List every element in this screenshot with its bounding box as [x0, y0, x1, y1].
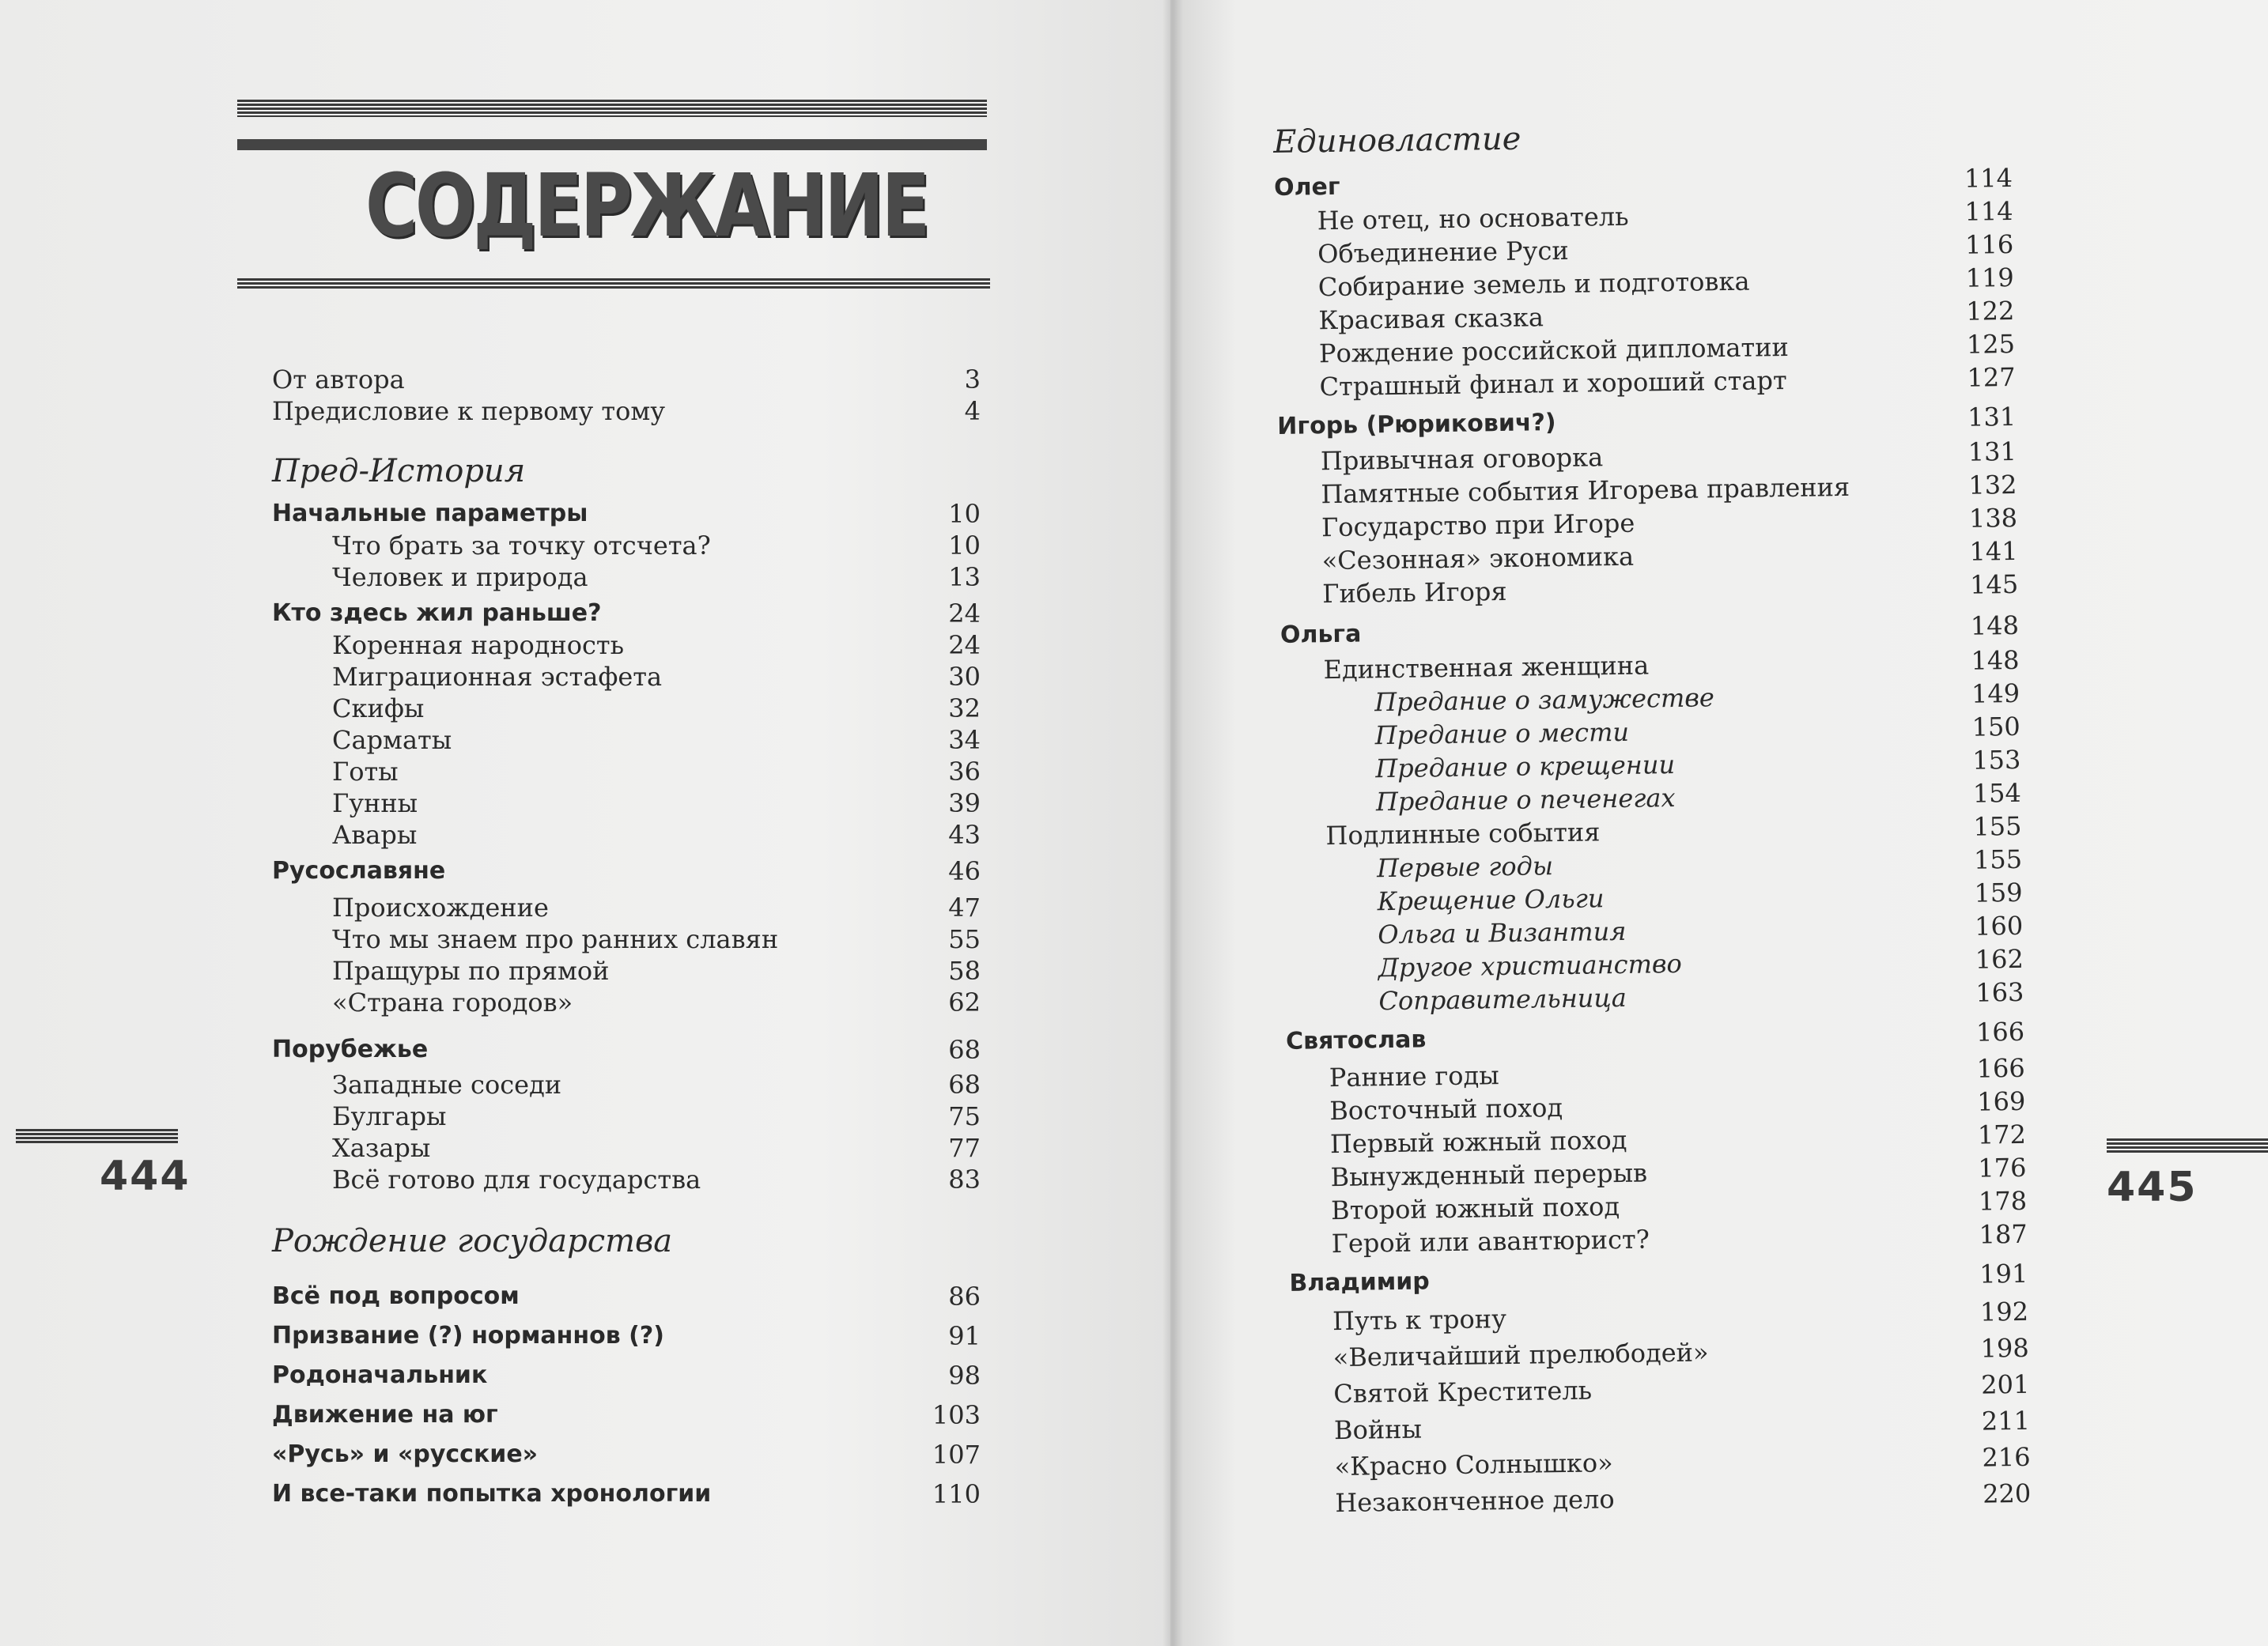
toc-entry-title: «Величайший прелюбодей»: [1332, 1337, 1709, 1373]
toc-entry-page: 55: [948, 924, 981, 954]
toc-entry-page: 176: [1978, 1152, 2027, 1184]
toc-entry[interactable]: [272, 561, 981, 593]
toc-entry-title: Всё готово для государства: [332, 1165, 701, 1195]
toc-entry-page: 32: [948, 693, 981, 723]
toc-entry[interactable]: [272, 530, 981, 561]
toc-entry-page: 153: [1971, 744, 2021, 776]
toc-entry-title: Что мы знаем про ранних славян: [332, 924, 779, 954]
toc-section-title: Родоначальник: [272, 1361, 488, 1389]
toc-entry-page: 166: [1975, 1016, 2025, 1048]
toc-entry-title: Государство при Игоре: [1321, 508, 1635, 543]
toc-entry-title: Герой или авантюрист?: [1331, 1224, 1650, 1259]
toc-section-title: Начальные параметры: [272, 500, 588, 527]
toc-entry-title: Миграционная эстафета: [332, 662, 663, 692]
toc-entry-title: Привычная оговорка: [1320, 442, 1604, 477]
toc-entry-page: 127: [1967, 361, 2016, 393]
toc-entry[interactable]: [272, 819, 981, 851]
toc-entry-page: 160: [1974, 910, 2024, 942]
toc-entry-title: «Страна городов»: [332, 987, 573, 1017]
toc-entry-title: От автора: [272, 364, 405, 395]
toc-entry-title: Восточный поход: [1329, 1093, 1563, 1127]
toc-section-title: Святослав: [1285, 1025, 1427, 1055]
toc-entry-page: 125: [1966, 328, 2016, 360]
toc-entry-page: 47: [948, 893, 981, 923]
toc-section-title: Олег: [1273, 172, 1340, 202]
toc-entry-page: 162: [1975, 943, 2024, 975]
toc-entry-page: 163: [1975, 976, 2024, 1008]
toc-entry-title: Святой Креститель: [1333, 1375, 1593, 1410]
toc-entry-title: Предание о крещении: [1375, 749, 1676, 784]
toc-entry-title: Путь к трону: [1332, 1304, 1507, 1337]
toc-section-title: Порубежье: [272, 1036, 429, 1063]
toc-entry-title: Ранние годы: [1329, 1060, 1499, 1093]
toc-entry-page: 138: [1968, 502, 2018, 534]
toc-entry[interactable]: [272, 1164, 981, 1195]
toc-entry-page: 172: [1977, 1119, 2027, 1150]
left-margin-rule: [16, 1129, 178, 1143]
toc-entry-page: 39: [948, 788, 981, 818]
toc-section-heading[interactable]: [272, 855, 981, 887]
toc-part-title: Рождение государства: [272, 1223, 673, 1259]
toc-entry[interactable]: [272, 987, 981, 1018]
toc-section-title: Владимир: [1289, 1267, 1431, 1297]
toc-entry-page: 191: [1979, 1258, 2028, 1289]
toc-entry-page: 34: [948, 725, 981, 755]
toc-entry-page: 155: [1973, 810, 2022, 842]
toc-entry-page: 107: [932, 1440, 981, 1470]
toc-entry-page: 141: [1969, 535, 2018, 567]
toc-entry-title: Предание о мести: [1374, 716, 1630, 751]
toc-entry-title: Единственная женщина: [1323, 650, 1650, 685]
toc-part-title: Единовластие: [1272, 120, 1521, 160]
toc-entry-title: Предисловие к первому тому: [272, 396, 666, 426]
toc-entry-title: Другое христианство: [1378, 948, 1683, 983]
toc-entry-title: Собирание земель и подготовка: [1317, 266, 1750, 303]
toc-entry-page: 10: [948, 499, 981, 529]
toc-section-heading[interactable]: [272, 498, 981, 530]
toc-entry-title: Страшный финал и хороший старт: [1319, 364, 1787, 402]
toc-entry-title: Происхождение: [332, 893, 549, 923]
toc-entry-title: Второй южный поход: [1330, 1191, 1620, 1226]
toc-section-heading[interactable]: [272, 1034, 981, 1066]
toc-entry-title: Гибель Игоря: [1321, 576, 1507, 610]
toc-entry-page: 211: [1981, 1405, 2031, 1436]
toc-entry-page: 122: [1966, 295, 2015, 327]
toc-entry-page: 150: [1971, 711, 2020, 742]
toc-entry-title: Готы: [332, 757, 399, 787]
right-margin-rule: [2107, 1138, 2268, 1153]
toc-entry-page: 24: [948, 598, 981, 629]
toc-entry-page: 198: [1980, 1332, 2029, 1364]
toc-entry-title: Булгары: [332, 1101, 447, 1131]
toc-entry-page: 187: [1979, 1218, 2028, 1250]
toc-entry-title: Крещение Ольги: [1377, 883, 1605, 917]
toc-entry-title: «Красно Солнышко»: [1334, 1448, 1613, 1482]
toc-entry-page: 155: [1973, 844, 2023, 875]
toc-section-title: И все-таки попытка хронологии: [272, 1480, 712, 1508]
toc-entry-title: Объединение Руси: [1317, 235, 1569, 270]
title-rule-top-bar: [237, 139, 987, 150]
toc-section-heading[interactable]: [272, 1399, 981, 1431]
toc-entry-page: 148: [1971, 644, 2020, 676]
book-gutter: [1162, 0, 1183, 1646]
toc-entry-page: 220: [1982, 1478, 2032, 1509]
toc-section-title: Игорь (Рюрикович?): [1277, 409, 1556, 440]
toc-entry-page: 201: [1980, 1369, 2030, 1400]
title-rule-top: [237, 100, 987, 117]
toc-entry-page: 46: [948, 856, 981, 886]
toc-entry-page: 43: [948, 820, 981, 850]
toc-entry[interactable]: [272, 923, 981, 955]
toc-entry[interactable]: [272, 1100, 981, 1132]
toc-entry-page: 62: [948, 987, 981, 1017]
toc-entry-title: Предание о печенегах: [1375, 782, 1676, 817]
toc-entry-page: 110: [932, 1479, 981, 1509]
toc-section-heading[interactable]: [272, 1281, 981, 1312]
toc-section-title: Движение на юг: [272, 1401, 498, 1429]
toc-entry-title: Предание о замужестве: [1374, 682, 1715, 718]
toc-entry-page: 3: [964, 364, 981, 395]
toc-entry-page: 119: [1965, 262, 2015, 293]
toc-entry[interactable]: [272, 1069, 981, 1100]
toc-section-title: Кто здесь жил раньше?: [272, 599, 602, 627]
toc-entry-page: 166: [1976, 1052, 2025, 1084]
toc-entry-page: 131: [1967, 401, 2017, 432]
right-page-number: 445: [2107, 1164, 2198, 1211]
toc-entry-title: Коренная народность: [332, 630, 625, 660]
toc-entry-page: 192: [1979, 1296, 2029, 1327]
toc-entry[interactable]: [272, 892, 981, 923]
toc-entry-title: Скифы: [332, 693, 425, 723]
toc-section-title: Русославяне: [272, 857, 446, 885]
toc-entry-page: 114: [1964, 195, 2013, 227]
toc-entry-page: 30: [948, 662, 981, 692]
toc-entry-page: 116: [1964, 228, 2014, 260]
toc-entry[interactable]: [272, 395, 981, 427]
toc-section-heading[interactable]: [272, 1360, 981, 1391]
toc-entry-title: Хазары: [332, 1133, 431, 1163]
title-rule-bottom: [237, 278, 990, 289]
toc-section-heading[interactable]: [272, 1320, 981, 1352]
toc-entry-page: 83: [948, 1165, 981, 1195]
toc-entry-title: Не отец, но основатель: [1317, 201, 1629, 236]
toc-entry-page: 24: [948, 630, 981, 660]
toc-section-title: Призвание (?) норманнов (?): [272, 1322, 664, 1350]
toc-entry-page: 98: [948, 1361, 981, 1391]
toc-entry-title: Вынужденный перерыв: [1330, 1157, 1648, 1193]
toc-entry-page: 132: [1968, 469, 2017, 500]
toc-entry-page: 13: [948, 562, 981, 592]
toc-entry[interactable]: [272, 661, 981, 693]
toc-entry-title: «Сезонная» экономика: [1321, 541, 1635, 576]
toc-entry-title: Незаконченное дело: [1335, 1484, 1615, 1519]
toc-entry-page: 10: [948, 530, 981, 561]
toc-section-heading[interactable]: [272, 598, 981, 629]
toc-entry-title: Красивая сказка: [1318, 302, 1544, 336]
toc-entry-page: 103: [932, 1400, 981, 1430]
toc-entry-title: Войны: [1333, 1414, 1423, 1446]
toc-entry-page: 36: [948, 757, 981, 787]
toc-entry-title: Памятные события Игорева правления: [1321, 471, 1850, 510]
toc-section-heading[interactable]: [272, 1478, 981, 1510]
toc-entry[interactable]: [272, 629, 981, 661]
toc-part-title: Пред-История: [272, 453, 526, 489]
toc-entry-page: 75: [948, 1101, 981, 1131]
toc-entry-page: 4: [964, 396, 981, 426]
toc-entry-page: 169: [1976, 1085, 2026, 1117]
toc-entry-title: Пращуры по прямой: [332, 956, 610, 986]
toc-entry-page: 68: [948, 1035, 981, 1065]
toc-entry-page: 159: [1974, 877, 2023, 908]
toc-entry-page: 148: [1970, 610, 2020, 641]
toc-entry-page: 178: [1978, 1185, 2028, 1217]
toc-entry-page: 149: [1971, 678, 2020, 709]
toc-part-heading[interactable]: [272, 455, 981, 487]
toc-entry-title: Западные соседи: [332, 1070, 562, 1100]
toc-section-heading[interactable]: [272, 1439, 981, 1470]
toc-entry-page: 114: [1964, 162, 2013, 194]
toc-entry-page: 91: [948, 1321, 981, 1351]
toc-entry[interactable]: [272, 787, 981, 819]
toc-entry[interactable]: [272, 955, 981, 987]
toc-entry-page: 68: [948, 1070, 981, 1100]
toc-entry-title: Рождение российской дипломатии: [1318, 331, 1790, 369]
toc-entry-page: 86: [948, 1282, 981, 1312]
page-title: СОДЕРЖАНИЕ: [365, 155, 928, 256]
toc-entry-page: 77: [948, 1133, 981, 1163]
toc-entry-title: Ольга и Византия: [1378, 915, 1627, 950]
toc-entry[interactable]: [272, 693, 981, 724]
toc-entry-title: Авары: [332, 820, 418, 850]
left-page-number: 444: [100, 1153, 191, 1200]
toc-part-heading[interactable]: [272, 1225, 981, 1257]
toc-entry-title: Человек и природа: [332, 562, 588, 592]
toc-entry[interactable]: [272, 1132, 981, 1164]
toc-entry-title: Подлинные события: [1325, 817, 1601, 851]
toc-entry[interactable]: [272, 724, 981, 756]
toc-section-title: Ольга: [1280, 620, 1362, 649]
toc-entry-title: Первый южный поход: [1329, 1124, 1627, 1160]
toc-entry[interactable]: [272, 756, 981, 787]
toc-entry-page: 154: [1972, 777, 2022, 809]
toc-entry-title: Сарматы: [332, 725, 452, 755]
toc-entry-title: Соправительница: [1378, 982, 1627, 1017]
toc-entry-page: 131: [1967, 436, 2017, 467]
toc-entry-title: Что брать за точку отсчета?: [332, 530, 711, 561]
toc-entry-page: 58: [948, 956, 981, 986]
toc-section-title: «Русь» и «русские»: [272, 1440, 539, 1468]
toc-section-title: Всё под вопросом: [272, 1282, 520, 1310]
toc-entry-page: 216: [1982, 1441, 2031, 1473]
toc-entry[interactable]: [272, 364, 981, 395]
toc-entry-title: Гунны: [332, 788, 418, 818]
toc-entry-page: 145: [1969, 568, 2019, 600]
toc-entry-title: Первые годы: [1376, 851, 1554, 884]
